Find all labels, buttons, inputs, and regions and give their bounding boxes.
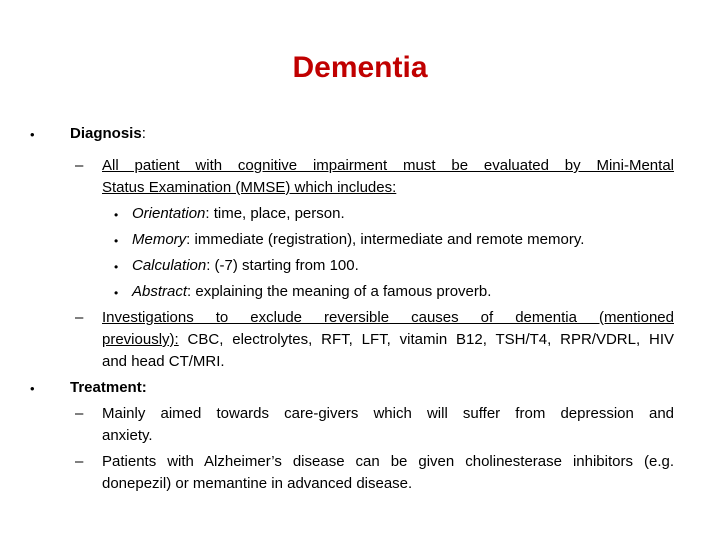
item-memory: Memory: immediate (registration), intermediate and remote memory. [132, 231, 585, 248]
dash-caregivers: – [75, 405, 84, 422]
dash-investigations: – [75, 309, 84, 326]
bullet-orientation: • [114, 208, 119, 222]
bullet-treatment: • [30, 381, 35, 396]
item-orientation: Orientation: time, place, person. [132, 205, 345, 222]
dash-mmse: – [75, 157, 84, 174]
alzheimer-line-1: Patients with Alzheimer’s disease can be given cholinesterase inhibitors (e.g. [102, 453, 674, 470]
caregivers-line-2: anxiety. [102, 427, 153, 444]
slide-title: Dementia [292, 51, 428, 84]
treatment-heading: Treatment: [70, 379, 147, 396]
investigations-line-2: previously): CBC, electrolytes, RFT, LFT, vitamin B12, TSH/T4, RPR/VDRL, HIV [102, 331, 674, 348]
caregivers-line-1: Mainly aimed towards care-givers which will suffer from depression and [102, 405, 674, 422]
alzheimer-line-2: donepezil) or memantine in advanced disease. [102, 475, 413, 492]
bullet-abstract: • [114, 286, 119, 300]
bullet-diagnosis: • [30, 127, 35, 142]
investigations-line-3: and head CT/MRI. [102, 353, 225, 370]
investigations-line-1: Investigations to exclude reversible causes of dementia (mentioned [102, 309, 674, 326]
diagnosis-heading: Diagnosis: [70, 125, 146, 142]
mmse-line-2: Status Examination (MMSE) which includes: [102, 179, 397, 196]
item-calculation: Calculation: (-7) starting from 100. [132, 257, 359, 274]
bullet-calculation: • [114, 260, 119, 274]
item-abstract: Abstract: explaining the meaning of a famous proverb. [132, 283, 492, 300]
dash-alzheimer: – [75, 453, 84, 470]
mmse-line-1: All patient with cognitive impairment must be evaluated by Mini-Mental [102, 157, 674, 174]
bullet-memory: • [114, 234, 119, 248]
